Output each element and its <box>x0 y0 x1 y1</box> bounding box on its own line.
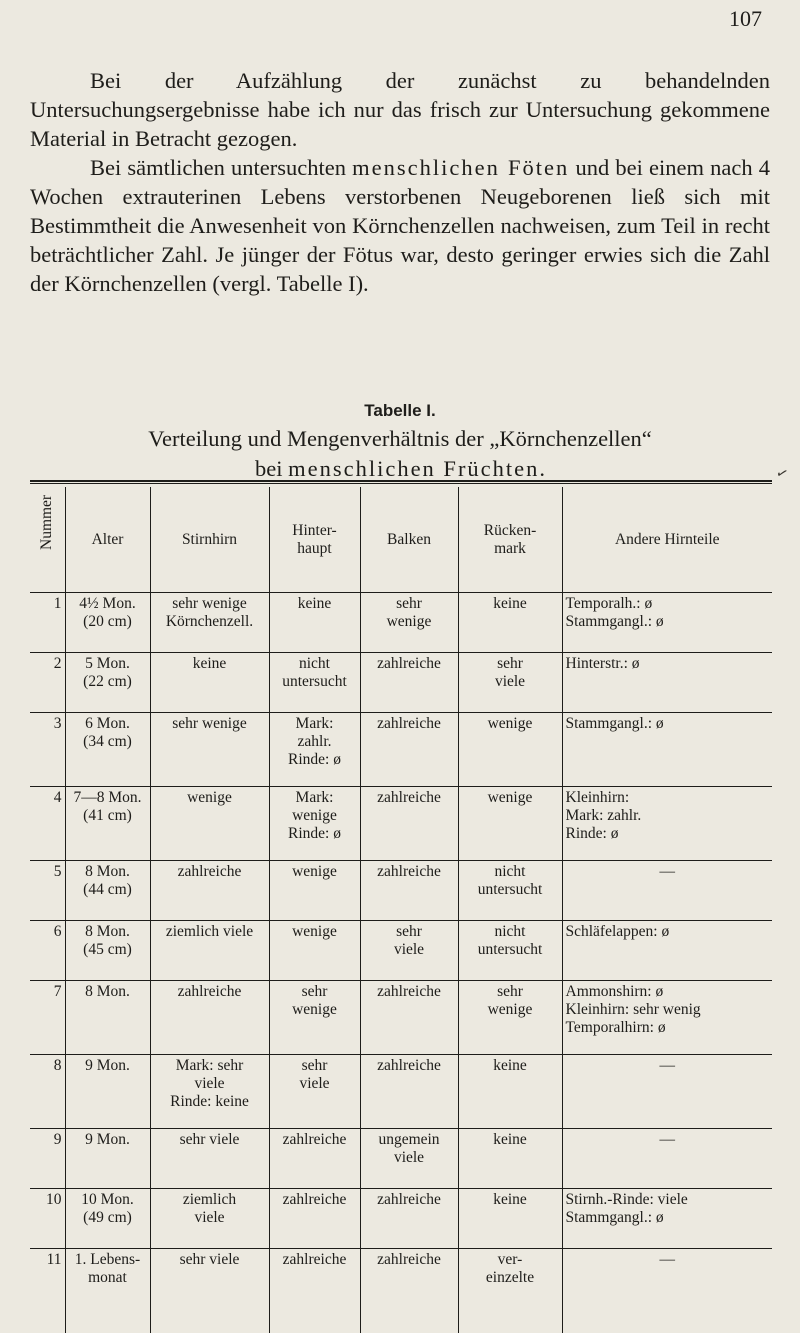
cell-stirnhirn <box>150 593 269 653</box>
cell-line: Temporalhirn: ø <box>566 1019 770 1037</box>
cell-ruckenmark <box>458 861 562 921</box>
cell-line: zahlreiche <box>364 715 455 733</box>
cell-line: — <box>566 1057 770 1075</box>
cell-andere-hirnteile <box>562 653 772 713</box>
cell-andere-hirnteile <box>562 787 772 861</box>
cell-line: wenige <box>462 1001 559 1019</box>
cell-line: Kleinhirn: <box>566 789 770 807</box>
cell-ruckenmark <box>458 981 562 1055</box>
table-body <box>30 593 772 1333</box>
cell-alter <box>65 1129 150 1189</box>
cell-line: wenige <box>273 923 357 941</box>
cell-line: zahlreiche <box>154 863 266 881</box>
cell-alter <box>65 981 150 1055</box>
table-row <box>30 1129 772 1189</box>
cell-ruckenmark <box>458 713 562 787</box>
cell-line: monat <box>69 1269 147 1287</box>
cell-nummer: 5 <box>30 861 65 921</box>
cell-line: Stammgangl.: ø <box>566 1209 770 1227</box>
cell-line: Schläfelappen: ø <box>566 923 770 941</box>
cell-line: 5 Mon. <box>69 655 147 673</box>
cell-line: 6 Mon. <box>69 715 147 733</box>
cell-nummer: 8 <box>30 1055 65 1129</box>
table-row <box>30 653 772 713</box>
cell-line: sehr <box>273 1057 357 1075</box>
cell-line: viele <box>154 1075 266 1093</box>
cell-stirnhirn <box>150 713 269 787</box>
cell-line: zahlreiche <box>273 1251 357 1269</box>
cell-line: (45 cm) <box>69 941 147 959</box>
cell-nummer: 3 <box>30 713 65 787</box>
cell-alter <box>65 787 150 861</box>
cell-line: Stammgangl.: ø <box>566 613 770 631</box>
caption-line-1: Verteilung und Mengenverhältnis der „Körnchenzellen“ <box>0 424 800 454</box>
cell-line: 1. Lebens- <box>69 1251 147 1269</box>
paragraph-2-start: Bei sämtlichen untersuchten <box>90 155 352 180</box>
cell-balken <box>360 787 458 861</box>
cell-line: (20 cm) <box>69 613 147 631</box>
cell-andere-hirnteile <box>562 1249 772 1333</box>
cell-line: ziemlich <box>154 1191 266 1209</box>
cell-line: viele <box>462 673 559 691</box>
cell-line: untersucht <box>273 673 357 691</box>
body-text <box>30 66 770 298</box>
cell-line: sehr viele <box>154 1131 266 1149</box>
cell-line: sehr wenige <box>154 595 266 613</box>
cell-line: zahlreiche <box>273 1131 357 1149</box>
cell-line: nicht <box>462 923 559 941</box>
header-hinterhaupt: Hinter- haupt <box>269 487 360 593</box>
cell-line: 8 Mon. <box>69 863 147 881</box>
cell-line: Mark: zahlr. <box>566 807 770 825</box>
cell-line: 8 Mon. <box>69 983 147 1001</box>
cell-line: Rinde: ø <box>566 825 770 843</box>
cell-alter <box>65 713 150 787</box>
cell-ruckenmark <box>458 593 562 653</box>
cell-andere-hirnteile <box>562 593 772 653</box>
table-caption <box>0 424 800 484</box>
cell-line: Mark: <box>273 715 357 733</box>
table-row <box>30 787 772 861</box>
cell-line: Kleinhirn: sehr wenig <box>566 1001 770 1019</box>
cell-stirnhirn <box>150 981 269 1055</box>
cell-line: zahlreiche <box>364 655 455 673</box>
cell-balken <box>360 861 458 921</box>
cell-ruckenmark <box>458 1055 562 1129</box>
cell-nummer: 9 <box>30 1129 65 1189</box>
cell-line: 10 Mon. <box>69 1191 147 1209</box>
cell-stirnhirn <box>150 1249 269 1333</box>
header-stirnhirn: Stirnhirn <box>150 487 269 593</box>
cell-line: (34 cm) <box>69 733 147 751</box>
cell-ruckenmark <box>458 653 562 713</box>
cell-alter <box>65 593 150 653</box>
cell-line: Ammonshirn: ø <box>566 983 770 1001</box>
cell-alter <box>65 653 150 713</box>
cell-line: sehr <box>273 983 357 1001</box>
table-title: Tabelle I. <box>0 401 800 421</box>
cell-balken <box>360 981 458 1055</box>
cell-line: (22 cm) <box>69 673 147 691</box>
cell-line: ziemlich viele <box>154 923 266 941</box>
header-nummer: Nummer <box>30 487 65 593</box>
cell-balken <box>360 593 458 653</box>
caption-line-2-end: . <box>539 456 545 481</box>
cell-line: ungemein <box>364 1131 455 1149</box>
cell-line: zahlr. <box>273 733 357 751</box>
cell-hinterhaupt <box>269 1129 360 1189</box>
cell-line: zahlreiche <box>364 1057 455 1075</box>
cell-ruckenmark <box>458 1249 562 1333</box>
paragraph-2-emphasis: menschlichen Föten <box>352 155 569 180</box>
cell-hinterhaupt <box>269 1249 360 1333</box>
table-row <box>30 981 772 1055</box>
cell-line: wenige <box>273 863 357 881</box>
cell-andere-hirnteile <box>562 1055 772 1129</box>
cell-balken <box>360 713 458 787</box>
cell-stirnhirn <box>150 653 269 713</box>
cell-line: zahlreiche <box>364 789 455 807</box>
cell-line: Temporalh.: ø <box>566 595 770 613</box>
cell-andere-hirnteile <box>562 1189 772 1249</box>
cell-line: zahlreiche <box>154 983 266 1001</box>
cell-alter <box>65 1249 150 1333</box>
cell-hinterhaupt <box>269 981 360 1055</box>
table-row <box>30 713 772 787</box>
cell-line: viele <box>273 1075 357 1093</box>
cell-nummer: 7 <box>30 981 65 1055</box>
cell-line: zahlreiche <box>364 1251 455 1269</box>
table-row <box>30 1055 772 1129</box>
data-table <box>30 487 772 1333</box>
cell-line: nicht <box>273 655 357 673</box>
header-ruckenmark: Rücken- mark <box>458 487 562 593</box>
cell-alter <box>65 1189 150 1249</box>
cell-line: keine <box>273 595 357 613</box>
paragraph-2 <box>30 153 770 298</box>
cell-line: Rinde: ø <box>273 751 357 769</box>
cell-nummer: 6 <box>30 921 65 981</box>
cell-line: wenige <box>462 715 559 733</box>
cell-hinterhaupt <box>269 861 360 921</box>
cell-hinterhaupt <box>269 593 360 653</box>
cell-line: 7—8 Mon. <box>69 789 147 807</box>
cell-stirnhirn <box>150 921 269 981</box>
cell-line: (41 cm) <box>69 807 147 825</box>
paragraph-1: Bei der Aufzählung der zunächst zu behandelnden Untersuchungsergebnisse habe ich nur das frisch zur Untersuchung gekommene Material in Betracht gezogen. <box>30 66 770 153</box>
cell-balken <box>360 921 458 981</box>
cell-nummer: 11 <box>30 1249 65 1333</box>
cell-alter <box>65 861 150 921</box>
cell-line: Stammgangl.: ø <box>566 715 770 733</box>
cell-stirnhirn <box>150 787 269 861</box>
cell-balken <box>360 1249 458 1333</box>
cell-line: einzelte <box>462 1269 559 1287</box>
cell-stirnhirn <box>150 1189 269 1249</box>
cell-line: viele <box>364 941 455 959</box>
cell-line: 9 Mon. <box>69 1131 147 1149</box>
table-row <box>30 1249 772 1333</box>
cell-stirnhirn <box>150 1055 269 1129</box>
cell-line: — <box>566 863 770 881</box>
cell-nummer: 4 <box>30 787 65 861</box>
cell-line: nicht <box>462 863 559 881</box>
cell-ruckenmark <box>458 1129 562 1189</box>
table-row <box>30 1189 772 1249</box>
table-top-rule-thin <box>30 483 772 484</box>
cell-line: untersucht <box>462 881 559 899</box>
cell-line: — <box>566 1251 770 1269</box>
cell-line: Rinde: keine <box>154 1093 266 1111</box>
cell-line: sehr viele <box>154 1251 266 1269</box>
cell-line: (49 cm) <box>69 1209 147 1227</box>
cell-line: zahlreiche <box>364 863 455 881</box>
cell-ruckenmark <box>458 921 562 981</box>
cell-line: Rinde: ø <box>273 825 357 843</box>
cell-line: Körnchenzell. <box>154 613 266 631</box>
cell-line: sehr <box>364 923 455 941</box>
cell-line: wenige <box>364 613 455 631</box>
cell-andere-hirnteile <box>562 921 772 981</box>
paragraph-2-end: und bei einem nach 4 Wochen extrauterinen Lebens verstorbenen Neugeborenen ließ sich mit Bestimmtheit die Anwesenheit von Körnchenzellen nachweisen, zum Teil in recht beträchtlicher Zahl. Je jünger der Fötus war, desto geringer erwies sich die Zahl der Körnchenzellen (vergl. Tabelle I). <box>30 155 770 296</box>
cell-hinterhaupt <box>269 713 360 787</box>
cell-andere-hirnteile <box>562 981 772 1055</box>
cell-line: untersucht <box>462 941 559 959</box>
cell-balken <box>360 1189 458 1249</box>
table-row <box>30 921 772 981</box>
cell-line: zahlreiche <box>273 1191 357 1209</box>
header-balken: Balken <box>360 487 458 593</box>
cell-hinterhaupt <box>269 921 360 981</box>
cell-balken <box>360 1129 458 1189</box>
cell-line: (44 cm) <box>69 881 147 899</box>
cell-line: viele <box>154 1209 266 1227</box>
cell-line: Mark: sehr <box>154 1057 266 1075</box>
cell-hinterhaupt <box>269 1055 360 1129</box>
cell-line: viele <box>364 1149 455 1167</box>
page-number: 107 <box>729 6 762 32</box>
cell-line: wenige <box>273 1001 357 1019</box>
cell-line: keine <box>462 595 559 613</box>
cell-balken <box>360 653 458 713</box>
cell-alter <box>65 921 150 981</box>
cell-andere-hirnteile <box>562 1129 772 1189</box>
cell-line: 8 Mon. <box>69 923 147 941</box>
cell-line: 9 Mon. <box>69 1057 147 1075</box>
cell-stirnhirn <box>150 861 269 921</box>
cell-line: wenige <box>273 807 357 825</box>
cell-line: zahlreiche <box>364 983 455 1001</box>
table-row <box>30 593 772 653</box>
caption-line-2-start: bei <box>255 456 288 481</box>
cell-andere-hirnteile <box>562 861 772 921</box>
table-header-row <box>30 487 772 593</box>
cell-line: Mark: <box>273 789 357 807</box>
cell-line: keine <box>154 655 266 673</box>
cell-line: Stirnh.-Rinde: viele <box>566 1191 770 1209</box>
cell-line: 4½ Mon. <box>69 595 147 613</box>
cell-line: wenige <box>462 789 559 807</box>
cell-nummer: 2 <box>30 653 65 713</box>
margin-pencil-mark: ✓ <box>774 464 790 483</box>
cell-line: — <box>566 1131 770 1149</box>
cell-line: keine <box>462 1131 559 1149</box>
cell-line: sehr <box>364 595 455 613</box>
table-row <box>30 861 772 921</box>
cell-line: keine <box>462 1191 559 1209</box>
cell-line: sehr <box>462 655 559 673</box>
cell-line: Hinterstr.: ø <box>566 655 770 673</box>
cell-line: wenige <box>154 789 266 807</box>
table-top-rule <box>30 480 772 482</box>
header-andere-hirnteile: Andere Hirnteile <box>562 487 772 593</box>
cell-ruckenmark <box>458 1189 562 1249</box>
cell-line: ver- <box>462 1251 559 1269</box>
cell-nummer: 10 <box>30 1189 65 1249</box>
caption-line-2-emphasis: menschlichen Früchten <box>288 456 539 481</box>
cell-hinterhaupt <box>269 653 360 713</box>
cell-balken <box>360 1055 458 1129</box>
cell-nummer: 1 <box>30 593 65 653</box>
header-alter: Alter <box>65 487 150 593</box>
cell-line: sehr <box>462 983 559 1001</box>
cell-stirnhirn <box>150 1129 269 1189</box>
cell-alter <box>65 1055 150 1129</box>
cell-line: sehr wenige <box>154 715 266 733</box>
cell-hinterhaupt <box>269 1189 360 1249</box>
cell-ruckenmark <box>458 787 562 861</box>
cell-line: zahlreiche <box>364 1191 455 1209</box>
cell-andere-hirnteile <box>562 713 772 787</box>
cell-hinterhaupt <box>269 787 360 861</box>
cell-line: keine <box>462 1057 559 1075</box>
